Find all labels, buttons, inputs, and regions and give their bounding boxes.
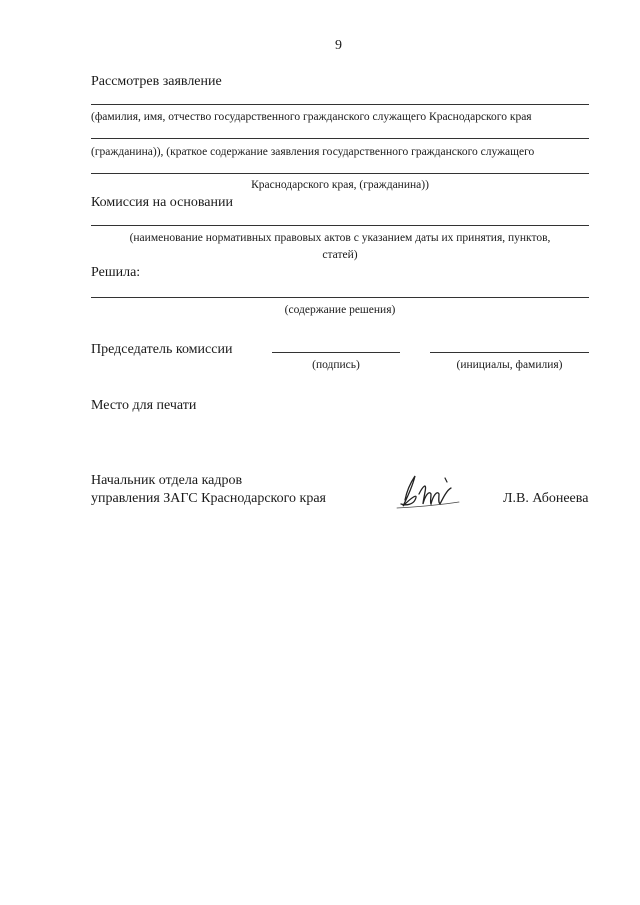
fill-line bbox=[91, 173, 589, 174]
field-caption: (наименование нормативных правовых актов с указанием даты их принятия, пунктов, bbox=[129, 232, 551, 244]
name-line bbox=[430, 352, 589, 353]
signature-caption: (подпись) bbox=[312, 359, 360, 371]
handwritten-signature bbox=[393, 470, 465, 512]
fill-line bbox=[91, 138, 589, 139]
commission-basis-heading: Комиссия на основании bbox=[91, 195, 233, 210]
field-caption: (фамилия, имя, отчество государственного гражданского служащего Краснодарского края bbox=[91, 111, 532, 123]
page-number: 9 bbox=[335, 38, 342, 53]
field-caption: статей) bbox=[322, 249, 358, 261]
signer-name: Л.В. Абонеева bbox=[503, 491, 589, 506]
position-title-line1: Начальник отдела кадров bbox=[91, 473, 243, 488]
position-title-line2: управления ЗАГС Краснодарского края bbox=[91, 491, 326, 506]
field-caption: Краснодарского края, (гражданина)) bbox=[251, 179, 429, 191]
stamp-place-label: Место для печати bbox=[91, 398, 197, 413]
field-caption: (содержание решения) bbox=[284, 304, 396, 316]
decided-heading: Решила: bbox=[91, 265, 141, 280]
considered-application-heading: Рассмотрев заявление bbox=[91, 74, 222, 89]
field-caption: (гражданина)), (краткое содержание заявления государственного гражданского служащего bbox=[91, 146, 535, 158]
fill-line bbox=[91, 225, 589, 226]
signature-line bbox=[272, 352, 400, 353]
chairman-label: Председатель комиссии bbox=[91, 342, 233, 357]
name-caption: (инициалы, фамилия) bbox=[456, 359, 563, 371]
fill-line bbox=[91, 104, 589, 105]
fill-line bbox=[91, 297, 589, 298]
